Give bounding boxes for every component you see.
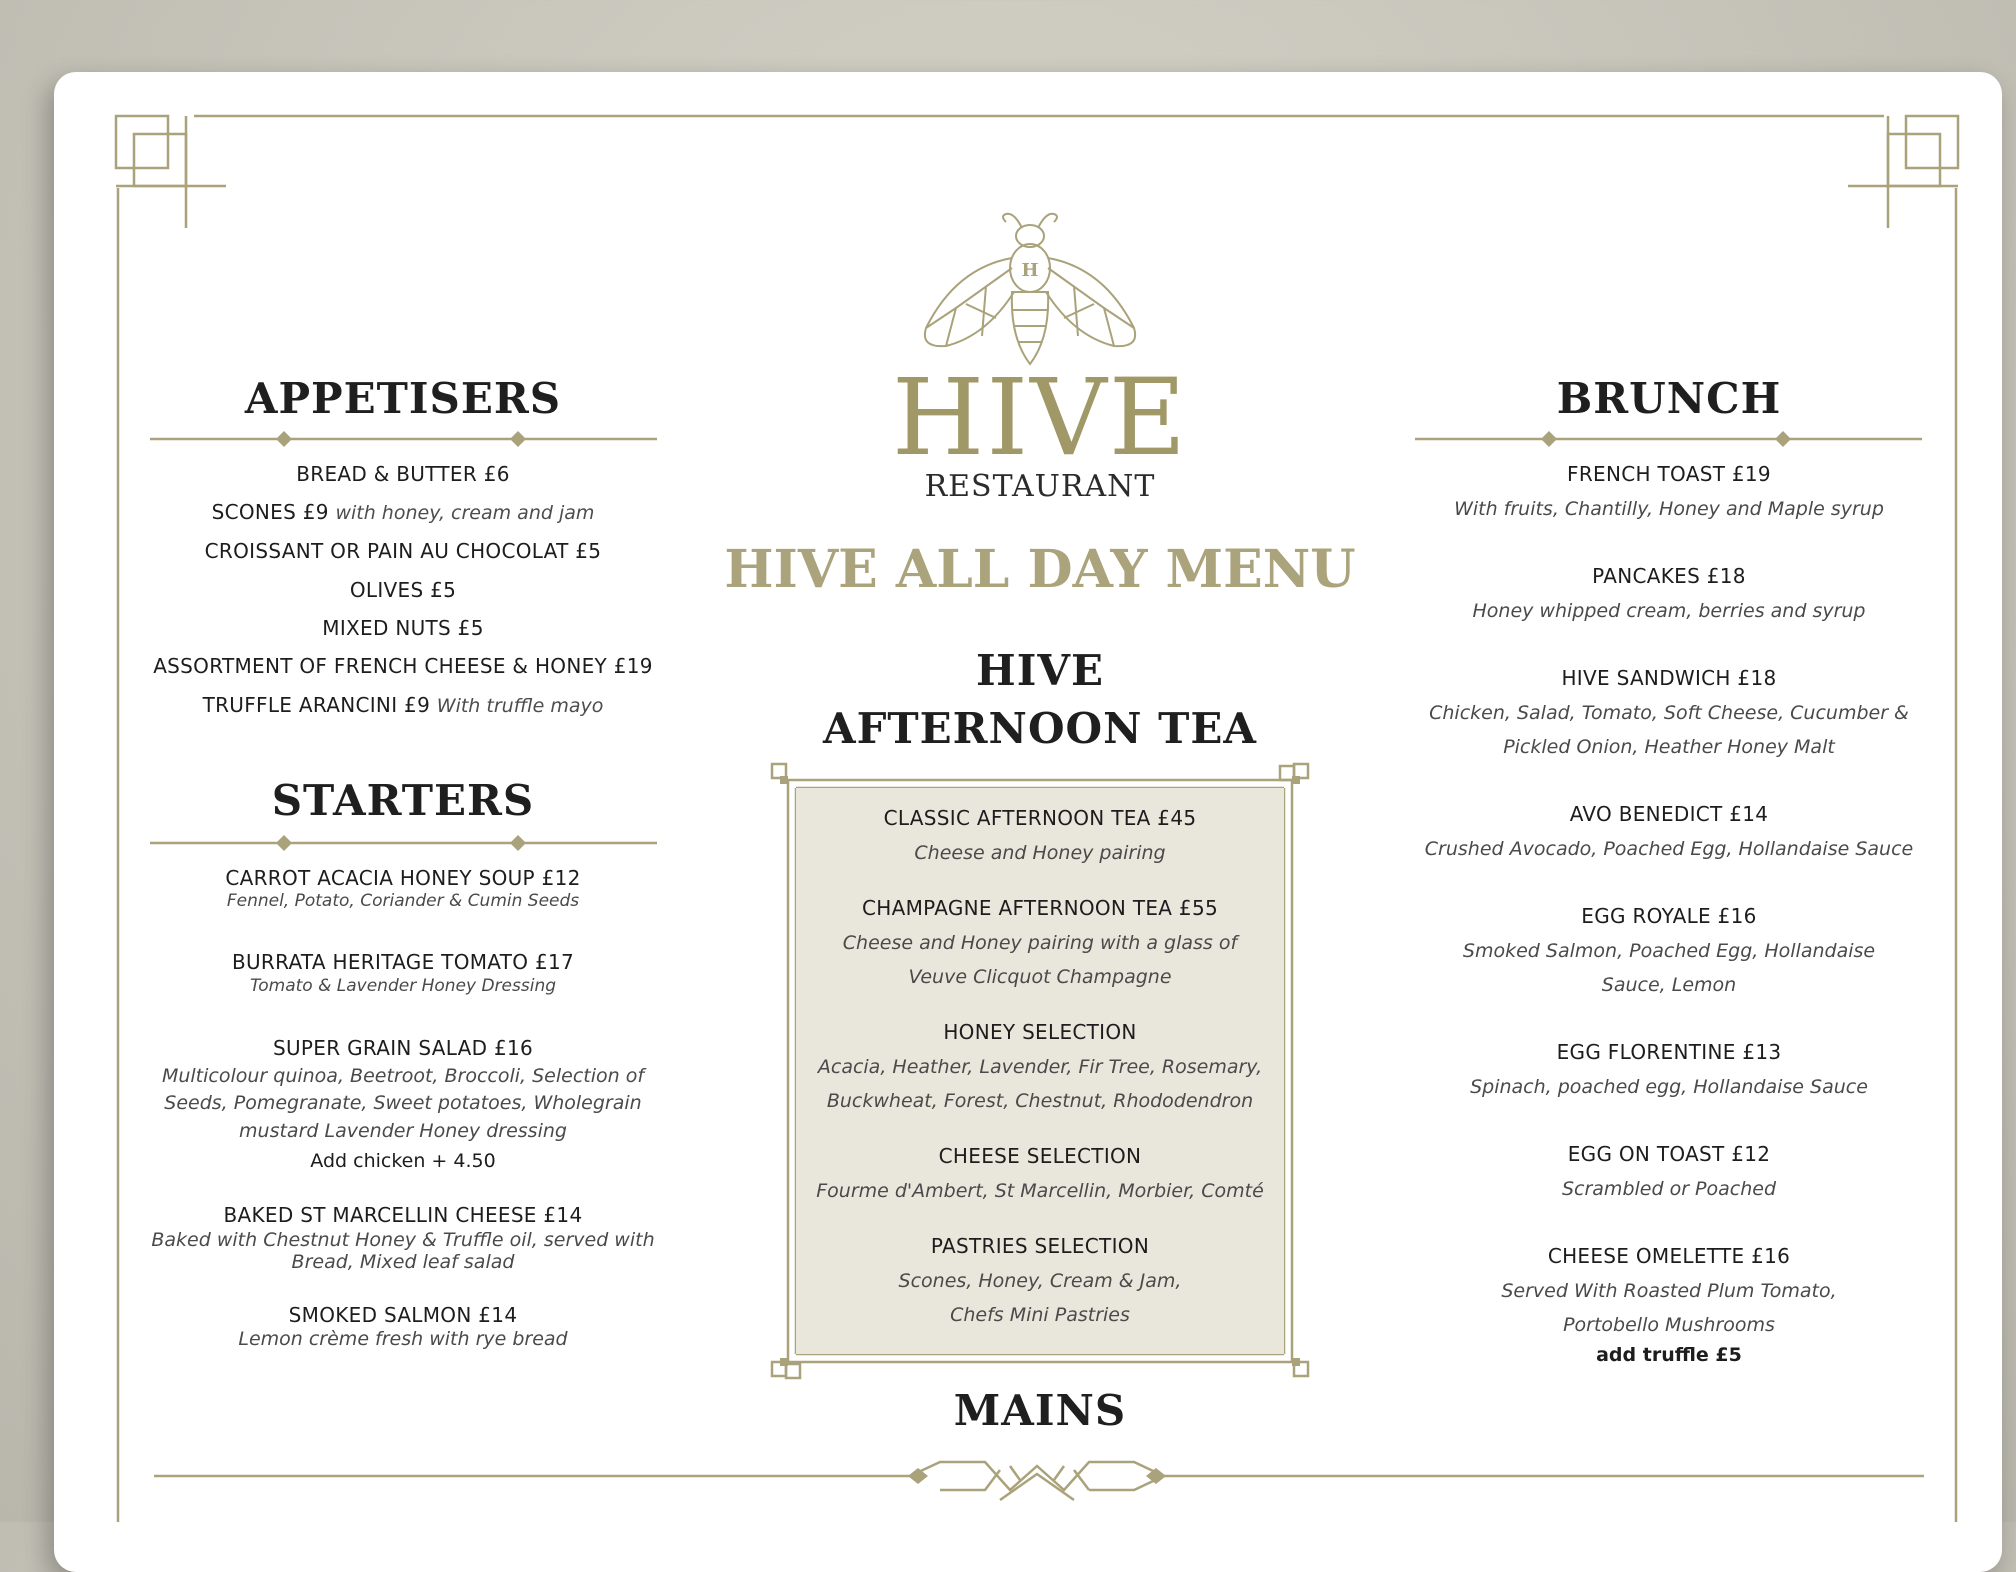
brunch-desc: Smoked Salmon, Poached Egg, Hollandaise xyxy=(1462,940,1876,962)
afternoon-tea-list xyxy=(796,0,1284,1400)
tea-item-desc: Scones, Honey, Cream & Jam, xyxy=(898,1270,1182,1292)
tea-item-desc: Chefs Mini Pastries xyxy=(950,1304,1130,1326)
tea-item-desc: Veuve Clicquot Champagne xyxy=(908,966,1172,988)
starters-title: STARTERS xyxy=(271,776,535,825)
starter-desc: Bread, Mixed leaf salad xyxy=(291,1251,515,1273)
starter-item: BURRATA HERITAGE TOMATO £17 xyxy=(231,950,575,974)
tea-item-desc: Acacia, Heather, Lavender, Fir Tree, Rosemary, xyxy=(817,1056,1263,1078)
tea-item-desc: Cheese and Honey pairing with a glass of xyxy=(842,932,1238,954)
starter-item: SMOKED SALMON £14 xyxy=(288,1303,518,1327)
starter-desc: Multicolour quinoa, Beetroot, Broccoli, Selection of xyxy=(161,1065,645,1087)
brunch-item: FRENCH TOAST £19 xyxy=(1567,462,1771,486)
brunch-desc: With fruits, Chantilly, Honey and Maple syrup xyxy=(1454,498,1884,520)
tea-item-name: HONEY SELECTION xyxy=(943,1020,1137,1044)
logo-letter: H xyxy=(1021,260,1039,281)
appetiser-desc: With truffle mayo xyxy=(436,695,604,717)
starter-item: CARROT ACACIA HONEY SOUP £12 xyxy=(225,866,581,890)
tea-item-name: CHAMPAGNE AFTERNOON TEA £55 xyxy=(861,896,1219,920)
starter-desc: Baked with Chestnut Honey & Truffle oil, served with xyxy=(151,1229,655,1251)
tea-item-name: CLASSIC AFTERNOON TEA £45 xyxy=(883,806,1197,830)
afternoon-tea-title-line2: AFTERNOON TEA xyxy=(822,704,1257,753)
appetiser-item: OLIVES £5 xyxy=(349,578,457,602)
starter-desc: Seeds, Pomegranate, Sweet potatoes, Wholegrain xyxy=(164,1092,642,1114)
starter-item: BAKED ST MARCELLIN CHEESE £14 xyxy=(223,1203,583,1227)
tea-item-name: PASTRIES SELECTION xyxy=(930,1234,1150,1258)
appetiser-item: MIXED NUTS £5 xyxy=(322,616,484,640)
brunch-item: CHEESE OMELETTE £16 xyxy=(1547,1244,1791,1268)
brand-name: HIVE xyxy=(891,356,1189,479)
brunch-title: BRUNCH xyxy=(1556,374,1782,423)
starter-extra: Add chicken + 4.50 xyxy=(310,1150,496,1172)
starter-desc: mustard Lavender Honey dressing xyxy=(239,1120,567,1142)
brunch-desc: Portobello Mushrooms xyxy=(1563,1314,1775,1336)
starter-desc: Fennel, Potato, Coriander & Cumin Seeds xyxy=(226,891,580,911)
starter-desc: Tomato & Lavender Honey Dressing xyxy=(249,976,557,996)
brunch-extra: add truffle £5 xyxy=(1596,1344,1742,1366)
appetisers-title: APPETISERS xyxy=(244,374,562,423)
starter-item: SUPER GRAIN SALAD £16 xyxy=(272,1036,534,1060)
brunch-desc: Sauce, Lemon xyxy=(1601,974,1737,996)
brunch-desc: Served With Roasted Plum Tomato, xyxy=(1501,1280,1837,1302)
brunch-item: PANCAKES £18 xyxy=(1592,564,1746,588)
starter-desc: Lemon crème fresh with rye bread xyxy=(238,1328,568,1350)
menu-title: HIVE ALL DAY MENU xyxy=(724,539,1356,600)
brunch-desc: Crushed Avocado, Poached Egg, Hollandaise Sauce xyxy=(1424,838,1914,860)
tea-item-desc: Fourme d'Ambert, St Marcellin, Morbier, Comté xyxy=(816,1180,1264,1202)
appetiser-item: TRUFFLE ARANCINI £9 With truffle mayo xyxy=(202,693,604,717)
appetiser-item: ASSORTMENT OF FRENCH CHEESE & HONEY £19 xyxy=(153,654,653,678)
tea-item-desc: Buckwheat, Forest, Chestnut, Rhododendron xyxy=(826,1090,1254,1112)
mains-title: MAINS xyxy=(953,1386,1127,1435)
tea-item-desc: Cheese and Honey pairing xyxy=(914,842,1166,864)
brunch-desc: Honey whipped cream, berries and syrup xyxy=(1472,600,1866,622)
tea-item-name: CHEESE SELECTION xyxy=(938,1144,1142,1168)
appetisers-section xyxy=(148,0,658,1400)
brunch-item: EGG ROYALE £16 xyxy=(1581,904,1757,928)
brand-subtitle: RESTAURANT xyxy=(924,469,1156,504)
brunch-desc: Chicken, Salad, Tomato, Soft Cheese, Cucumber & xyxy=(1429,702,1909,724)
appetiser-item: SCONES £9 with honey, cream and jam xyxy=(211,500,595,524)
appetiser-item: BREAD & BUTTER £6 xyxy=(296,462,510,486)
brunch-desc: Scrambled or Poached xyxy=(1561,1178,1777,1200)
appetiser-desc: with honey, cream and jam xyxy=(335,502,595,524)
brunch-desc: Pickled Onion, Heather Honey Malt xyxy=(1503,736,1835,758)
appetiser-item: CROISSANT OR PAIN AU CHOCOLAT £5 xyxy=(204,539,602,563)
afternoon-tea-title-line1: HIVE xyxy=(976,646,1104,695)
brunch-section xyxy=(1414,0,1924,1400)
brunch-item: HIVE SANDWICH £18 xyxy=(1561,666,1777,690)
brunch-item: AVO BENEDICT £14 xyxy=(1569,802,1769,826)
brunch-item: EGG ON TOAST £12 xyxy=(1567,1142,1771,1166)
brunch-desc: Spinach, poached egg, Hollandaise Sauce xyxy=(1470,1076,1868,1098)
brunch-item: EGG FLORENTINE £13 xyxy=(1556,1040,1782,1064)
